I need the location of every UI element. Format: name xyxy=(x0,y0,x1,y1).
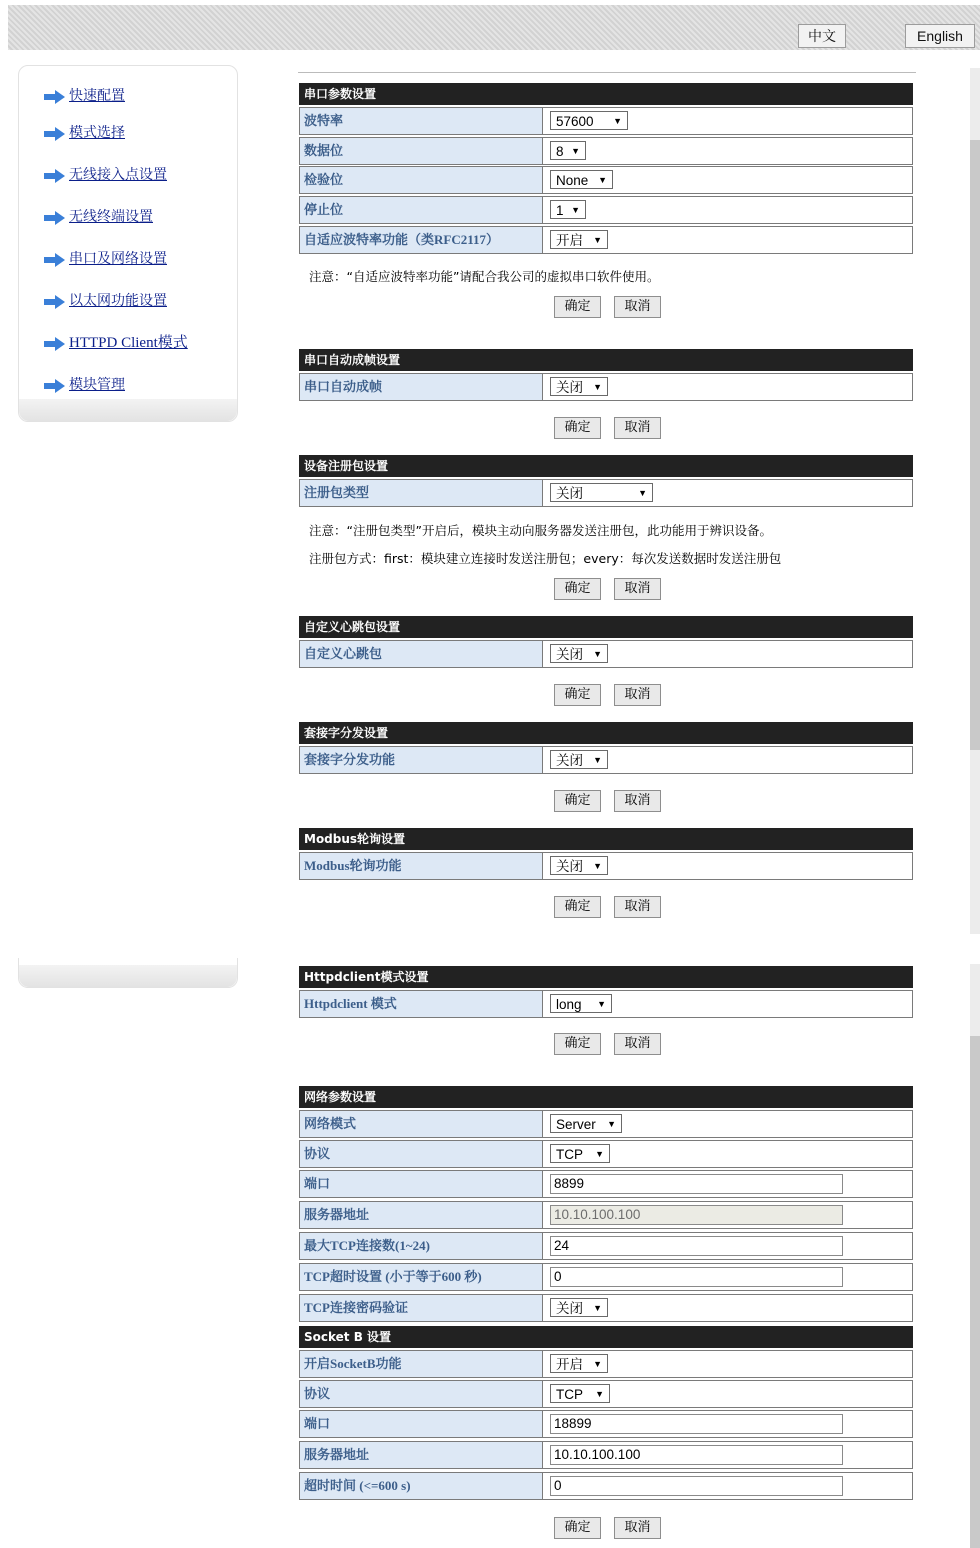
dropdown-caret-icon: ▼ xyxy=(593,235,602,245)
nav-sta-settings[interactable]: 无线终端设置 xyxy=(44,206,153,228)
register-cancel-button[interactable]: 取消 xyxy=(614,578,661,600)
dropdown-caret-icon: ▼ xyxy=(593,649,602,659)
nav-module-manage[interactable]: 模块管理 xyxy=(44,374,125,396)
row-net-port: 端口 8899 xyxy=(299,1170,913,1198)
lang-en-button[interactable]: English xyxy=(905,24,975,48)
row-net-protocol: 协议 TCP ▼ xyxy=(299,1140,913,1168)
dropdown-caret-icon: ▼ xyxy=(593,1359,602,1369)
arrow-right-icon xyxy=(44,379,65,393)
register-note-1: 注意：“注册包类型”开启后，模块主动向服务器发送注册包，此功能用于辨识设备。 xyxy=(309,523,772,538)
heartbeat-cancel-button[interactable]: 取消 xyxy=(614,684,661,706)
heartbeat-ok-button[interactable]: 确定 xyxy=(554,684,601,706)
arrow-right-icon xyxy=(44,295,65,309)
arrow-right-icon xyxy=(44,211,65,225)
frame-cancel-button[interactable]: 取消 xyxy=(614,417,661,439)
section-socket-dist: 套接字分发设置 xyxy=(299,722,913,744)
modbus-ok-button[interactable]: 确定 xyxy=(554,896,601,918)
row-modbus: Modbus轮询功能 关闭 ▼ xyxy=(299,852,913,880)
scrollbar[interactable] xyxy=(970,68,980,934)
row-register-type: 注册包类型 关闭 ▼ xyxy=(299,479,913,507)
dropdown-caret-icon: ▼ xyxy=(571,205,580,215)
dropdown-caret-icon: ▼ xyxy=(597,999,606,1009)
net-mode-select[interactable]: Server ▼ xyxy=(550,1114,622,1133)
section-register: 设备注册包设置 xyxy=(299,455,913,477)
sidebar-bottom xyxy=(18,958,238,988)
serial-ok-button[interactable]: 确定 xyxy=(554,296,601,318)
serial-cancel-button[interactable]: 取消 xyxy=(614,296,661,318)
row-net-mode: 网络模式 Server ▼ xyxy=(299,1110,913,1138)
httpd-ok-button[interactable]: 确定 xyxy=(554,1033,601,1055)
row-socketb-port: 端口 18899 xyxy=(299,1410,913,1438)
baudrate-select[interactable]: 57600 ▼ xyxy=(550,111,628,130)
row-baudrate: 波特率 57600 ▼ xyxy=(299,107,913,135)
arrow-right-icon xyxy=(44,169,65,183)
row-httpd-mode: Httpdclient 模式 long ▼ xyxy=(299,990,913,1018)
sidebar-menu xyxy=(18,65,238,422)
arrow-right-icon xyxy=(44,127,65,141)
httpd-cancel-button[interactable]: 取消 xyxy=(614,1033,661,1055)
heartbeat-select[interactable]: 关闭 ▼ xyxy=(550,644,608,663)
row-socketb-timeout: 超时时间 (<=600 s) 0 xyxy=(299,1472,913,1500)
row-socketb-protocol: 协议 TCP ▼ xyxy=(299,1380,913,1408)
row-stopbits: 停止位 1 ▼ xyxy=(299,196,913,224)
arrow-right-icon xyxy=(44,253,65,267)
row-parity: 检验位 None ▼ xyxy=(299,166,913,194)
network-ok-button[interactable]: 确定 xyxy=(554,1517,601,1539)
section-heartbeat: 自定义心跳包设置 xyxy=(299,616,913,638)
row-net-timeout: TCP超时设置 (小于等于600 秒) 0 xyxy=(299,1263,913,1291)
databits-select[interactable]: 8 ▼ xyxy=(550,141,586,160)
section-socketb: Socket B 设置 xyxy=(299,1326,913,1348)
auto-baud-select[interactable]: 开启 ▼ xyxy=(550,230,608,249)
register-note-2: 注册包方式：first：模块建立连接时发送注册包；every：每次发送数据时发送注册包 xyxy=(309,551,782,566)
socket-dist-ok-button[interactable]: 确定 xyxy=(554,790,601,812)
dropdown-caret-icon: ▼ xyxy=(593,861,602,871)
dropdown-caret-icon: ▼ xyxy=(571,146,580,156)
scrollbar-thumb-lower[interactable] xyxy=(970,1036,980,1548)
serial-note: 注意：“自适应波特率功能”请配合我公司的虚拟串口软件使用。 xyxy=(309,269,660,284)
dropdown-caret-icon: ▼ xyxy=(593,382,602,392)
nav-ethernet[interactable]: 以太网功能设置 xyxy=(44,290,167,312)
socket-dist-cancel-button[interactable]: 取消 xyxy=(614,790,661,812)
net-maxconn-input[interactable]: 24 xyxy=(550,1236,843,1256)
socketb-enable-select[interactable]: 开启 ▼ xyxy=(550,1354,608,1373)
row-socket-dist: 套接字分发功能 关闭 ▼ xyxy=(299,746,913,774)
net-password-select[interactable]: 关闭 ▼ xyxy=(550,1298,608,1317)
dropdown-caret-icon: ▼ xyxy=(607,1119,616,1129)
socketb-server-input[interactable]: 10.10.100.100 xyxy=(550,1445,843,1465)
register-type-select[interactable]: 关闭 ▼ xyxy=(550,483,653,502)
divider xyxy=(298,72,916,73)
dropdown-caret-icon: ▼ xyxy=(593,755,602,765)
arrow-right-icon xyxy=(44,90,65,104)
network-cancel-button[interactable]: 取消 xyxy=(614,1517,661,1539)
row-socketb-enable: 开启SocketB功能 开启 ▼ xyxy=(299,1350,913,1378)
nav-quick-config[interactable]: 快速配置 xyxy=(44,85,125,107)
row-net-maxconn: 最大TCP连接数(1~24) 24 xyxy=(299,1232,913,1260)
net-timeout-input[interactable]: 0 xyxy=(550,1267,843,1287)
section-httpd: Httpdclient模式设置 xyxy=(299,966,913,988)
row-databits: 数据位 8 ▼ xyxy=(299,137,913,165)
dropdown-caret-icon: ▼ xyxy=(593,1303,602,1313)
section-auto-frame: 串口自动成帧设置 xyxy=(299,349,913,371)
nav-mode-select[interactable]: 模式选择 xyxy=(44,122,125,144)
auto-frame-select[interactable]: 关闭 ▼ xyxy=(550,377,608,396)
register-ok-button[interactable]: 确定 xyxy=(554,578,601,600)
socketb-timeout-input[interactable]: 0 xyxy=(550,1476,843,1496)
scrollbar-thumb[interactable] xyxy=(970,140,980,750)
section-serial-params: 串口参数设置 xyxy=(299,83,913,105)
dropdown-caret-icon: ▼ xyxy=(595,1389,604,1399)
net-protocol-select[interactable]: TCP ▼ xyxy=(550,1144,610,1163)
arrow-right-icon xyxy=(44,337,65,351)
socketb-protocol-select[interactable]: TCP ▼ xyxy=(550,1384,610,1403)
section-network: 网络参数设置 xyxy=(299,1086,913,1108)
frame-ok-button[interactable]: 确定 xyxy=(554,417,601,439)
row-heartbeat: 自定义心跳包 关闭 ▼ xyxy=(299,640,913,668)
dropdown-caret-icon: ▼ xyxy=(638,488,647,498)
lang-zh-button[interactable]: 中文 xyxy=(798,24,846,48)
net-server-input[interactable]: 10.10.100.100 xyxy=(550,1205,843,1225)
dropdown-caret-icon: ▼ xyxy=(613,116,622,126)
row-socketb-server: 服务器地址 10.10.100.100 xyxy=(299,1441,913,1469)
row-auto-baud: 自适应波特率功能（类RFC2117） 开启 ▼ xyxy=(299,226,913,254)
dropdown-caret-icon: ▼ xyxy=(595,1149,604,1159)
row-net-server: 服务器地址 10.10.100.100 xyxy=(299,1201,913,1229)
stopbits-select[interactable]: 1 ▼ xyxy=(550,200,586,219)
section-modbus: Modbus轮询设置 xyxy=(299,828,913,850)
dropdown-caret-icon: ▼ xyxy=(598,175,607,185)
httpd-mode-select[interactable]: long ▼ xyxy=(550,994,612,1013)
modbus-select[interactable]: 关闭 ▼ xyxy=(550,856,608,875)
row-auto-frame: 串口自动成帧 关闭 ▼ xyxy=(299,373,913,401)
parity-select[interactable]: None ▼ xyxy=(550,170,613,189)
socket-dist-select[interactable]: 关闭 ▼ xyxy=(550,750,608,769)
modbus-cancel-button[interactable]: 取消 xyxy=(614,896,661,918)
nav-httpd-client[interactable]: HTTPD Client模式 xyxy=(44,332,188,354)
nav-ap-settings[interactable]: 无线接入点设置 xyxy=(44,164,167,186)
row-net-password: TCP连接密码验证 关闭 ▼ xyxy=(299,1294,913,1322)
socketb-port-input[interactable]: 18899 xyxy=(550,1414,843,1434)
scrollbar-lower[interactable] xyxy=(970,964,980,1548)
nav-serial-network[interactable]: 串口及网络设置 xyxy=(44,248,167,270)
net-port-input[interactable]: 8899 xyxy=(550,1174,843,1194)
